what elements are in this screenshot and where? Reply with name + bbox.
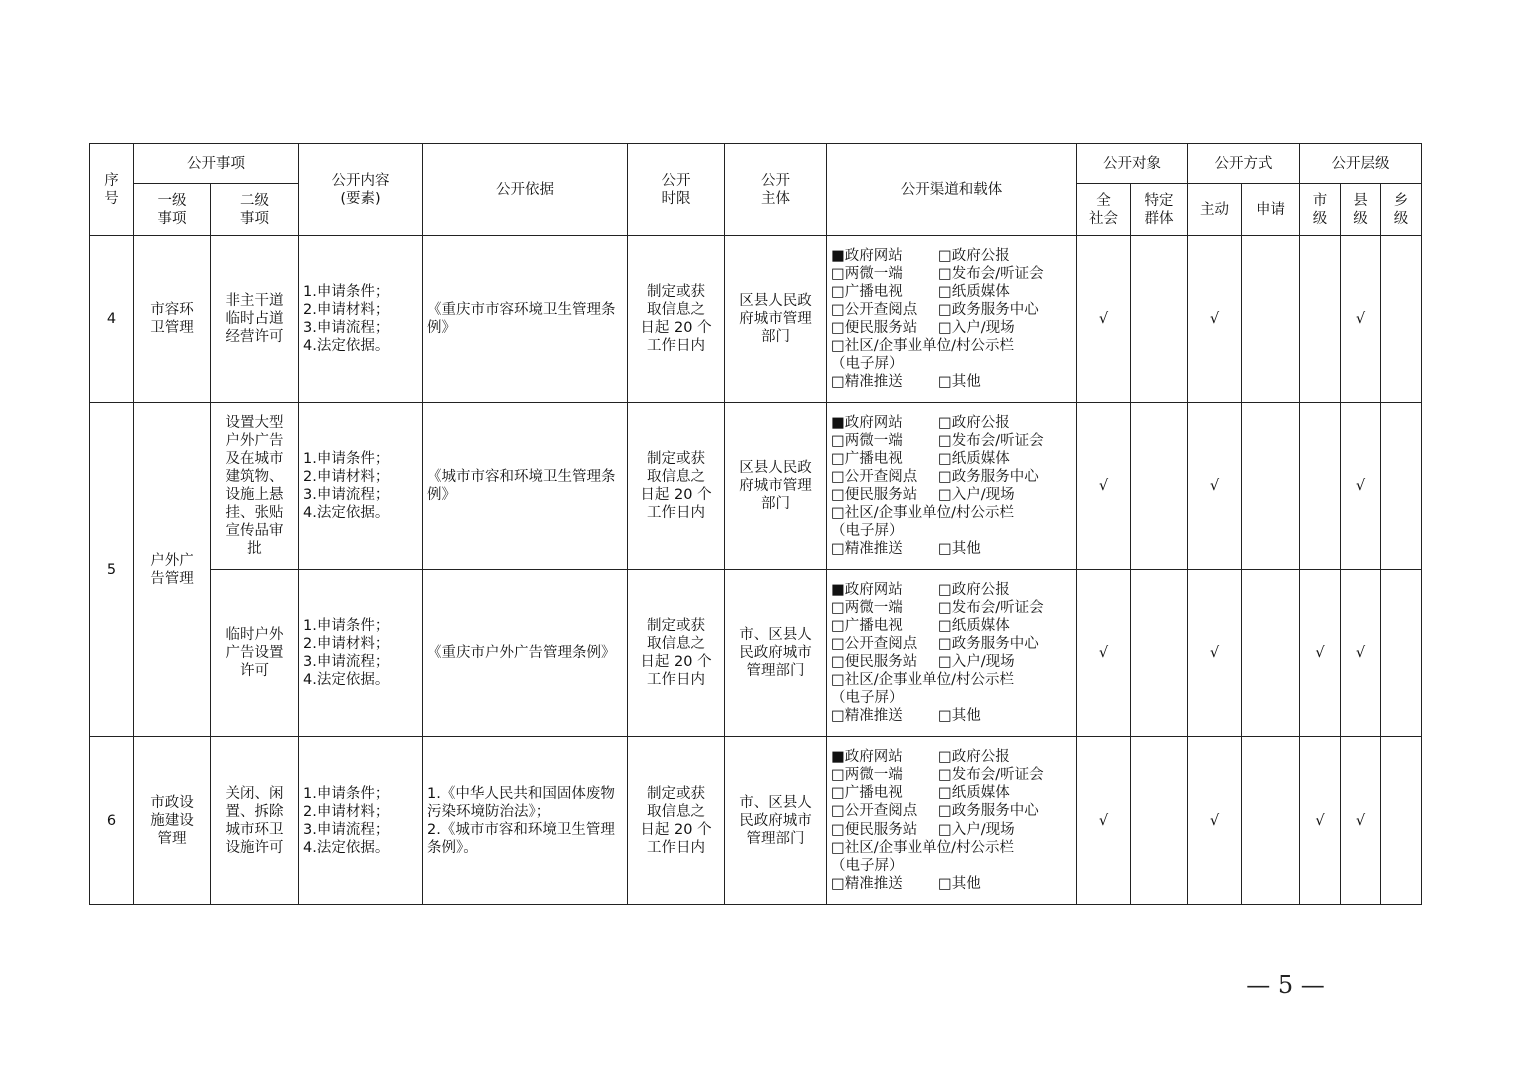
disclosure-table xyxy=(89,143,1422,905)
row-time-limit: 制定或获 取信息之 日起 20 个 工作日内 xyxy=(628,236,725,403)
row-basis: 《重庆市户外广告管理条例》 xyxy=(423,570,628,737)
row-method-active: √ xyxy=(1188,570,1242,737)
header-channel: 公开渠道和载体 xyxy=(827,144,1077,236)
channel-print-media: □纸质媒体 xyxy=(938,617,1010,634)
row-seq: 4 xyxy=(90,236,134,403)
header-target-all: 全 社会 xyxy=(1077,184,1131,236)
row-subject: 区县人民政 府城市管理 部门 xyxy=(725,236,827,403)
row-level1: 户外广 告管理 xyxy=(134,403,211,737)
table-row xyxy=(90,236,1422,403)
channel-bulletin-board: □社区/企事业单位/村公示栏 xyxy=(831,839,1014,856)
channel-wechat-weibo: □两微一端 xyxy=(831,265,903,282)
channel-targeted-push: □精准推送 xyxy=(831,875,903,892)
channel-gov-website: ■政府网站 xyxy=(831,581,903,598)
channel-service-center: □政务服务中心 xyxy=(938,635,1039,652)
row-level-county: √ xyxy=(1341,570,1381,737)
channel-public-reading: □公开查阅点 xyxy=(831,301,918,318)
row-content: 1.申请条件； 2.申请材料； 3.申请流程； 4.法定依据。 xyxy=(299,570,423,737)
channel-bulletin-board: □社区/企事业单位/村公示栏 xyxy=(831,338,1014,355)
page-number: — 5 — xyxy=(1246,971,1325,999)
channel-wechat-weibo: □两微一端 xyxy=(831,599,903,616)
header-level-county: 县 级 xyxy=(1341,184,1381,236)
row-subject: 市、区县人 民政府城市 管理部门 xyxy=(725,570,827,737)
channel-service-center: □政务服务中心 xyxy=(938,803,1039,820)
channel-gov-website: ■政府网站 xyxy=(831,247,903,264)
row-subject: 市、区县人 民政府城市 管理部门 xyxy=(725,737,827,905)
row-level-township xyxy=(1381,737,1422,905)
channel-on-site: □入户/现场 xyxy=(938,654,1015,670)
row-subject: 区县人民政 府城市管理 部门 xyxy=(725,403,827,570)
row-method-active: √ xyxy=(1188,403,1242,570)
row-level-city xyxy=(1300,236,1341,403)
row-time-limit: 制定或获 取信息之 日起 20 个 工作日内 xyxy=(628,403,725,570)
row-basis: 《城市市容和环境卫生管理条例》 xyxy=(423,403,628,570)
channel-broadcast-tv: □广播电视 xyxy=(831,283,903,300)
channel-other: □其他 xyxy=(938,374,981,391)
header-item: 公开事项 xyxy=(134,144,299,184)
row-level2: 非主干道 临时占道 经营许可 xyxy=(211,236,299,403)
table-row xyxy=(90,570,1422,737)
channel-service-station: □便民服务站 xyxy=(831,821,918,838)
header-target-specific: 特定 群体 xyxy=(1131,184,1188,236)
channel-press-hearing: □发布会/听证会 xyxy=(938,767,1044,784)
channel-on-site: □入户/现场 xyxy=(938,320,1015,336)
header-target: 公开对象 xyxy=(1077,144,1188,184)
channel-targeted-push: □精准推送 xyxy=(831,374,903,391)
row-level-city xyxy=(1300,403,1341,570)
row-level-township xyxy=(1381,570,1422,737)
channel-print-media: □纸质媒体 xyxy=(938,785,1010,802)
row-basis: 1.《中华人民共和国固体废物污染环境防治法》； 2.《城市市容和环境卫生管理条例》。 xyxy=(423,737,628,905)
channel-gov-gazette: □政府公报 xyxy=(938,247,1010,264)
channel-wechat-weibo: □两微一端 xyxy=(831,432,903,449)
table-row xyxy=(90,737,1422,905)
channel-public-reading: □公开查阅点 xyxy=(831,468,918,485)
channel-e-screen: （电子屏） xyxy=(831,356,904,373)
row-level1: 市政设 施建设 管理 xyxy=(134,737,211,905)
channel-on-site: □入户/现场 xyxy=(938,821,1015,838)
channel-press-hearing: □发布会/听证会 xyxy=(938,265,1044,282)
row-time-limit: 制定或获 取信息之 日起 20 个 工作日内 xyxy=(628,570,725,737)
row-channel xyxy=(827,737,1077,905)
header-basis: 公开依据 xyxy=(423,144,628,236)
row-target-specific xyxy=(1131,403,1188,570)
header-level-township: 乡 级 xyxy=(1381,184,1422,236)
header-seq: 序 号 xyxy=(90,144,134,236)
row-target-all: √ xyxy=(1077,403,1131,570)
row-content: 1.申请条件； 2.申请材料； 3.申请流程； 4.法定依据。 xyxy=(299,236,423,403)
row-level-city: √ xyxy=(1300,737,1341,905)
row-target-all: √ xyxy=(1077,236,1131,403)
row-level2: 设置大型 户外广告 及在城市 建筑物、 设施上悬 挂、张贴 宣传品审 批 xyxy=(211,403,299,570)
row-level-county: √ xyxy=(1341,403,1381,570)
channel-press-hearing: □发布会/听证会 xyxy=(938,599,1044,616)
channel-print-media: □纸质媒体 xyxy=(938,450,1010,467)
row-level2: 关闭、闲 置、拆除 城市环卫 设施许可 xyxy=(211,737,299,905)
row-time-limit: 制定或获 取信息之 日起 20 个 工作日内 xyxy=(628,737,725,905)
row-basis: 《重庆市市容环境卫生管理条例》 xyxy=(423,236,628,403)
row-level-county: √ xyxy=(1341,737,1381,905)
row-seq: 6 xyxy=(90,737,134,905)
channel-bulletin-board: □社区/企事业单位/村公示栏 xyxy=(831,505,1014,522)
row-channel xyxy=(827,570,1077,737)
channel-e-screen: （电子屏） xyxy=(831,690,904,707)
channel-list xyxy=(831,414,1072,559)
channel-service-station: □便民服务站 xyxy=(831,654,918,670)
channel-public-reading: □公开查阅点 xyxy=(831,803,918,820)
channel-targeted-push: □精准推送 xyxy=(831,541,903,558)
channel-e-screen: （电子屏） xyxy=(831,857,904,874)
channel-wechat-weibo: □两微一端 xyxy=(831,767,903,784)
channel-service-station: □便民服务站 xyxy=(831,487,918,503)
channel-bulletin-board: □社区/企事业单位/村公示栏 xyxy=(831,672,1014,689)
row-channel xyxy=(827,403,1077,570)
header-time-limit: 公开 时限 xyxy=(628,144,725,236)
row-target-specific xyxy=(1131,737,1188,905)
channel-service-center: □政务服务中心 xyxy=(938,468,1039,485)
header-level: 公开层级 xyxy=(1300,144,1422,184)
channel-broadcast-tv: □广播电视 xyxy=(831,785,903,802)
row-method-active: √ xyxy=(1188,737,1242,905)
row-method-apply xyxy=(1242,403,1300,570)
channel-other: □其他 xyxy=(938,708,981,725)
row-target-all: √ xyxy=(1077,570,1131,737)
row-method-active: √ xyxy=(1188,236,1242,403)
channel-on-site: □入户/现场 xyxy=(938,487,1015,503)
row-level-city: √ xyxy=(1300,570,1341,737)
header-content: 公开内容 (要素) xyxy=(299,144,423,236)
channel-list xyxy=(831,748,1072,893)
channel-gov-gazette: □政府公报 xyxy=(938,581,1010,598)
channel-press-hearing: □发布会/听证会 xyxy=(938,432,1044,449)
row-method-apply xyxy=(1242,737,1300,905)
channel-broadcast-tv: □广播电视 xyxy=(831,617,903,634)
row-target-specific xyxy=(1131,570,1188,737)
channel-other: □其他 xyxy=(938,875,981,892)
channel-service-station: □便民服务站 xyxy=(831,320,918,336)
row-content: 1.申请条件； 2.申请材料； 3.申请流程； 4.法定依据。 xyxy=(299,737,423,905)
row-method-apply xyxy=(1242,570,1300,737)
channel-broadcast-tv: □广播电视 xyxy=(831,450,903,467)
channel-service-center: □政务服务中心 xyxy=(938,301,1039,318)
channel-e-screen: （电子屏） xyxy=(831,523,904,540)
row-level1: 市容环 卫管理 xyxy=(134,236,211,403)
row-level-county: √ xyxy=(1341,236,1381,403)
channel-list xyxy=(831,247,1072,392)
channel-gov-website: ■政府网站 xyxy=(831,414,903,431)
table-row xyxy=(90,403,1422,570)
channel-other: □其他 xyxy=(938,541,981,558)
channel-public-reading: □公开查阅点 xyxy=(831,635,918,652)
header-level-city: 市 级 xyxy=(1300,184,1341,236)
row-channel xyxy=(827,236,1077,403)
channel-gov-gazette: □政府公报 xyxy=(938,414,1010,431)
channel-targeted-push: □精准推送 xyxy=(831,708,903,725)
row-content: 1.申请条件； 2.申请材料； 3.申请流程； 4.法定依据。 xyxy=(299,403,423,570)
row-target-specific xyxy=(1131,236,1188,403)
row-level-township xyxy=(1381,236,1422,403)
channel-gov-gazette: □政府公报 xyxy=(938,749,1010,766)
header-level1: 一级 事项 xyxy=(134,184,211,236)
header-subject: 公开 主体 xyxy=(725,144,827,236)
header-method: 公开方式 xyxy=(1188,144,1300,184)
channel-gov-website: ■政府网站 xyxy=(831,749,903,766)
row-target-all: √ xyxy=(1077,737,1131,905)
channel-print-media: □纸质媒体 xyxy=(938,283,1010,300)
row-method-apply xyxy=(1242,236,1300,403)
channel-list xyxy=(831,581,1072,726)
header-level2: 二级 事项 xyxy=(211,184,299,236)
row-level2: 临时户外 广告设置 许可 xyxy=(211,570,299,737)
row-seq: 5 xyxy=(90,403,134,737)
header-method-active: 主动 xyxy=(1188,184,1242,236)
header-method-apply: 申请 xyxy=(1242,184,1300,236)
row-level-township xyxy=(1381,403,1422,570)
